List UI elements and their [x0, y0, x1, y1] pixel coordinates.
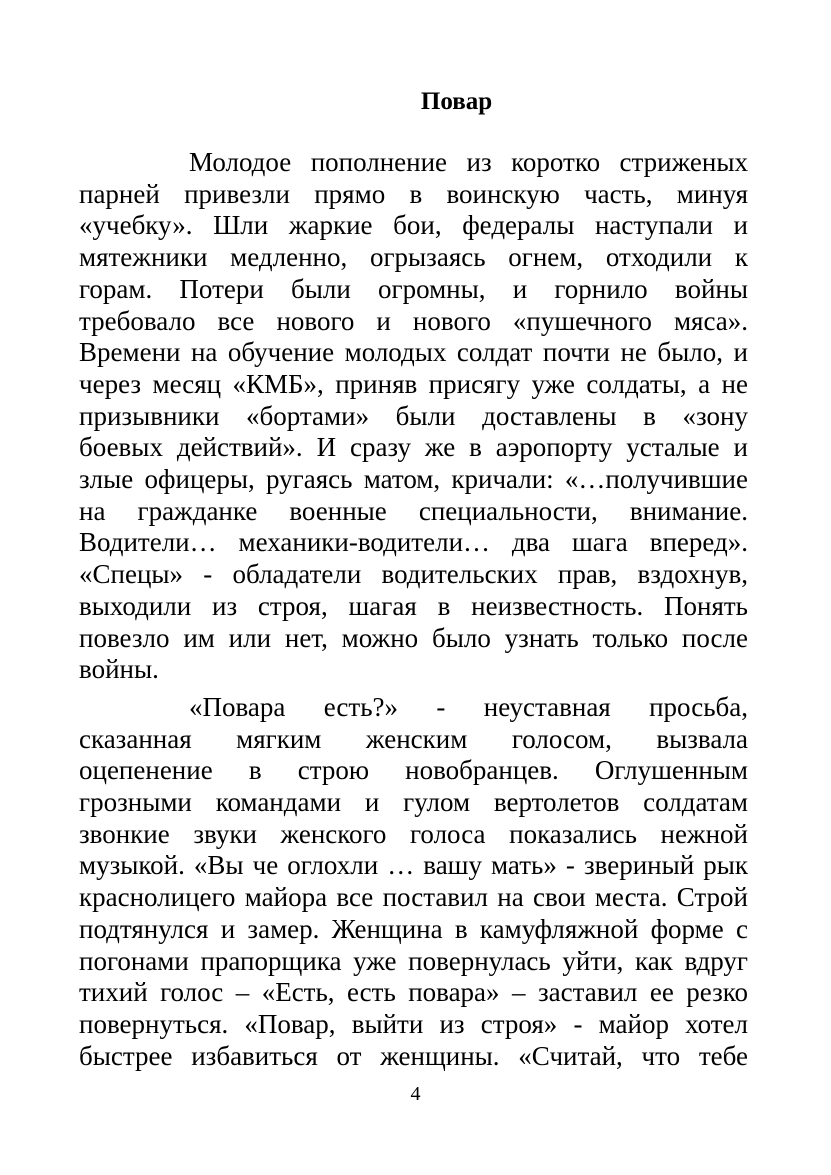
text-line: выходили из строя, шагая в неизвестность. Понять	[79, 590, 748, 621]
text-line: Времени на обучение молодых солдат почти не было, и	[79, 337, 748, 368]
text-line: подтянулся и замер. Женщина в камуфляжной форме с	[79, 913, 748, 944]
text-line: повернуться. «Повар, выйти из строя» - майор хотел	[79, 1008, 748, 1039]
text-line: повезло им или нет, можно было узнать только после	[79, 622, 748, 653]
text-line: погонами прапорщика уже повернулась уйти, как вдруг	[79, 945, 748, 976]
text-line: Водители… механики-водители… два шага вперед».	[79, 527, 748, 558]
text-line: на гражданке военные специальности, внимание.	[79, 495, 748, 526]
text-line: звонкие звуки женского голоса показались нежной	[79, 818, 748, 849]
page-number: 4	[410, 1083, 421, 1105]
text-line	[79, 692, 748, 724]
text-line: «учебку». Шли жаркие бои, федералы наступали и	[79, 210, 748, 241]
text-line: тихий голос – «Есть, есть повара» – заставил ее резко	[79, 977, 748, 1008]
text-line-content: Молодое пополнение из коротко стриженых	[189, 147, 748, 177]
text-line: грозными командами и гулом вертолетов солдатам	[79, 787, 748, 818]
text-line: требовало все нового и нового «пушечного мяса».	[79, 305, 748, 336]
paragraph-1	[79, 147, 748, 686]
text-line: музыкой. «Вы че оглохли … вашу мать» - звериный рык	[79, 850, 748, 881]
page-title: Повар	[420, 88, 493, 115]
story-text	[79, 147, 748, 1072]
text-line: парней привезли прямо в воинскую часть, минуя	[79, 178, 748, 209]
text-line: краснолицего майора все поставил на свои места. Строй	[79, 882, 748, 913]
text-line: оцепенение в строю новобранцев. Оглушенным	[79, 755, 748, 786]
text-line-content: «Повара есть?» - неуставная просьба,	[189, 691, 748, 722]
text-line: злые офицеры, ругаясь матом, кричали: «…получившие	[79, 464, 748, 495]
text-line	[79, 147, 748, 179]
text-line: быстрее избавиться от женщины. «Считай, что тебе	[79, 1040, 748, 1071]
paragraph-2	[79, 692, 748, 1072]
text-line: призывники «бортами» были доставлены в «зону	[79, 400, 748, 431]
text-line: мятежники медленно, огрызаясь огнем, отходили к	[79, 242, 748, 273]
text-line: войны.	[79, 654, 159, 685]
text-line: горам. Потери были огромны, и горнило войны	[79, 273, 748, 304]
text-line: боевых действий». И сразу же в аэропорту усталые и	[79, 432, 748, 463]
text-line: «Спецы» - обладатели водительских прав, вздохнув,	[79, 559, 748, 590]
text-line: через месяц «КМБ», приняв присягу уже солдаты, а не	[79, 368, 748, 399]
text-line: сказанная мягким женским голосом, вызвала	[79, 723, 748, 754]
